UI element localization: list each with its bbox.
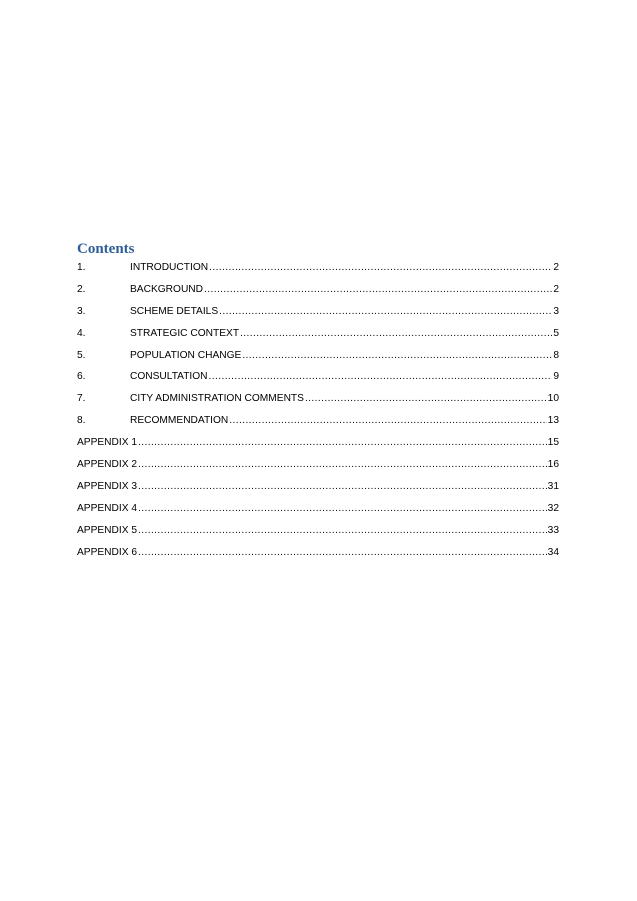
toc-leader-dots (229, 414, 546, 428)
toc-entry-label: POPULATION CHANGE (130, 349, 242, 361)
toc-entry-label: INTRODUCTION (130, 262, 209, 273)
toc-entry-number: 3. (77, 305, 86, 317)
toc-leader-dots (138, 524, 547, 538)
toc-entry-page: 31 (547, 480, 559, 492)
toc-entry-appendix-3[interactable] (77, 480, 559, 502)
toc-entry-strategic-context[interactable] (77, 327, 559, 349)
toc-entry-label: APPENDIX 4 (77, 502, 138, 514)
toc-entry-page: 10 (547, 393, 559, 405)
toc-entry-consultation[interactable] (77, 370, 559, 392)
toc-entry-number: 1. (77, 262, 86, 273)
toc-entry-page: 9 (553, 371, 559, 383)
toc-leader-dots (209, 261, 552, 275)
toc-entry-number: 7. (77, 393, 86, 405)
toc-entry-number: 8. (77, 415, 86, 427)
toc-entry-number: 4. (77, 327, 86, 339)
toc-leader-dots (240, 327, 552, 341)
toc-entry-page: 3 (553, 305, 559, 317)
toc-entry-city-administration-comments[interactable] (77, 392, 559, 414)
toc-entry-page: 15 (547, 437, 559, 449)
toc-entry-label: CITY ADMINISTRATION COMMENTS (130, 393, 304, 405)
toc-entry-page: 5 (553, 327, 559, 339)
toc-entry-page: 2 (553, 262, 559, 273)
toc-leader-dots (204, 283, 552, 297)
toc-entry-scheme-details[interactable] (77, 305, 559, 327)
toc-entry-page: 34 (547, 546, 559, 558)
toc-entry-appendix-5[interactable] (77, 524, 559, 546)
toc-entry-page: 13 (547, 415, 559, 427)
toc-entry-page: 8 (553, 349, 559, 361)
toc-entry-label: APPENDIX 5 (77, 524, 138, 536)
toc-entry-appendix-6[interactable] (77, 546, 559, 568)
toc-leader-dots (138, 480, 547, 494)
toc-entry-page: 33 (547, 524, 559, 536)
toc-leader-dots (138, 436, 547, 450)
toc-entry-appendix-1[interactable] (77, 436, 559, 458)
toc-entry-page: 16 (547, 459, 559, 471)
toc-entries (77, 261, 559, 567)
toc-leader-dots (138, 458, 547, 472)
toc-entry-label: CONSULTATION (130, 371, 208, 383)
toc-entry-appendix-2[interactable] (77, 458, 559, 480)
toc-entry-page: 32 (547, 502, 559, 514)
toc-entry-page: 2 (553, 283, 559, 295)
toc-entry-introduction[interactable] (77, 261, 559, 283)
toc-entry-background[interactable] (77, 283, 559, 305)
toc-leader-dots (305, 392, 547, 406)
table-of-contents (77, 240, 559, 567)
toc-leader-dots (138, 546, 547, 560)
toc-entry-appendix-4[interactable] (77, 502, 559, 524)
toc-entry-number: 5. (77, 349, 86, 361)
toc-leader-dots (209, 370, 553, 384)
toc-entry-label: APPENDIX 2 (77, 459, 138, 471)
toc-entry-label: APPENDIX 6 (77, 546, 138, 558)
toc-entry-population-change[interactable] (77, 349, 559, 371)
toc-entry-label: APPENDIX 3 (77, 480, 138, 492)
toc-entry-label: STRATEGIC CONTEXT (130, 327, 240, 339)
toc-leader-dots (219, 305, 552, 319)
toc-leader-dots (138, 502, 547, 516)
toc-title: Contents (77, 241, 135, 257)
toc-entry-label: APPENDIX 1 (77, 437, 138, 449)
toc-entry-recommendation[interactable] (77, 414, 559, 436)
toc-entry-label: SCHEME DETAILS (130, 305, 219, 317)
toc-entry-number: 6. (77, 371, 86, 383)
toc-entry-number: 2. (77, 283, 86, 295)
toc-entry-label: RECOMMENDATION (130, 415, 229, 427)
toc-leader-dots (242, 349, 552, 363)
toc-entry-label: BACKGROUND (130, 283, 204, 295)
